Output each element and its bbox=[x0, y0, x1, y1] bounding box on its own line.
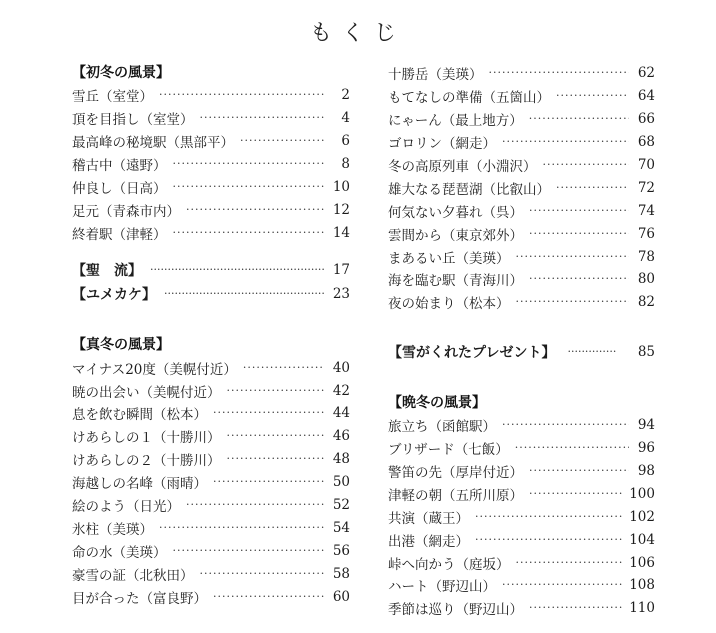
leader-dots bbox=[543, 158, 630, 172]
toc-entry[interactable] bbox=[388, 460, 655, 483]
toc-entry[interactable] bbox=[72, 84, 350, 107]
entry-page: 10 bbox=[332, 179, 350, 195]
entry-title: 峠へ向かう（庭坂） bbox=[388, 556, 510, 573]
leader-dots bbox=[227, 429, 325, 443]
entry-title: もてなしの準備（五箇山） bbox=[388, 90, 550, 107]
toc-entry[interactable] bbox=[388, 414, 655, 437]
entry-page: 74 bbox=[637, 202, 655, 219]
entry-title: 命の水（美瑛） bbox=[72, 544, 167, 561]
leader-dots bbox=[186, 203, 324, 217]
toc-entry[interactable] bbox=[388, 505, 655, 528]
entry-page: 12 bbox=[332, 201, 350, 218]
leader-dots bbox=[200, 567, 325, 581]
entry-title: 稽古中（遠野） bbox=[72, 158, 167, 175]
entry-title: 旅立ち（函館駅） bbox=[388, 419, 496, 436]
entry-page: 23 bbox=[332, 286, 350, 303]
leader-dots bbox=[475, 510, 623, 524]
leader-dots bbox=[529, 601, 623, 615]
toc-entry[interactable] bbox=[72, 425, 350, 448]
entry-title: にゃーん（最上地方） bbox=[388, 113, 523, 130]
entry-page: 48 bbox=[332, 451, 350, 468]
entry-title: 雪丘（室堂） bbox=[72, 89, 153, 106]
leader-dots bbox=[515, 441, 629, 455]
leader-dots bbox=[213, 406, 324, 420]
entry-title: 氷柱（美瑛） bbox=[72, 521, 153, 538]
entry-page: 68 bbox=[637, 134, 655, 151]
entry-page: 94 bbox=[637, 417, 655, 434]
leader-dots bbox=[200, 111, 325, 125]
leader-dots bbox=[164, 287, 325, 301]
leader-dots bbox=[502, 418, 629, 432]
toc-entry[interactable] bbox=[388, 131, 655, 154]
toc-entry[interactable] bbox=[72, 198, 350, 221]
toc-entry-seiryu[interactable] bbox=[72, 258, 350, 282]
toc-right-column bbox=[388, 62, 655, 620]
toc-entry[interactable] bbox=[72, 130, 350, 153]
toc-entry[interactable] bbox=[388, 199, 655, 222]
entry-page: 96 bbox=[637, 440, 655, 457]
leader-dots bbox=[489, 66, 630, 80]
entry-title: まあるい丘（美瑛） bbox=[388, 250, 510, 267]
entry-page: 66 bbox=[637, 111, 655, 128]
leader-dots bbox=[502, 135, 629, 149]
leader-dots bbox=[159, 521, 324, 535]
leader-dots bbox=[240, 134, 324, 148]
toc-entry[interactable] bbox=[388, 154, 655, 177]
entry-page: 44 bbox=[332, 405, 350, 422]
entry-page: 80 bbox=[637, 271, 655, 288]
entry-title: けあらしの１（十勝川） bbox=[72, 430, 221, 447]
toc-entry[interactable] bbox=[388, 528, 655, 551]
leader-dots bbox=[475, 533, 623, 547]
entry-page: 64 bbox=[637, 88, 655, 105]
entry-title: 【聖 流】 bbox=[72, 263, 142, 280]
leader-dots bbox=[243, 361, 324, 375]
entry-page: 76 bbox=[637, 225, 655, 242]
toc-entry[interactable] bbox=[388, 597, 655, 620]
leader-dots bbox=[159, 88, 324, 102]
toc-entry[interactable] bbox=[72, 494, 350, 517]
entry-title: ゴロリン（網走） bbox=[388, 136, 496, 153]
toc-entry[interactable] bbox=[72, 516, 350, 539]
leader-dots bbox=[173, 226, 325, 240]
leader-dots bbox=[529, 464, 629, 478]
entry-title: マイナス20度（美幌付近） bbox=[72, 361, 237, 378]
toc-entry[interactable] bbox=[72, 562, 350, 585]
entry-title: 息を飲む瞬間（松本） bbox=[72, 407, 207, 424]
leader-dots bbox=[173, 180, 325, 194]
toc-entry[interactable] bbox=[388, 245, 655, 268]
entry-page: 70 bbox=[637, 157, 655, 173]
toc-entry[interactable] bbox=[388, 176, 655, 199]
entry-page: 50 bbox=[332, 474, 350, 491]
entry-title: 夜の始まり（松本） bbox=[388, 296, 510, 313]
leader-dots bbox=[173, 544, 325, 558]
entry-title: 【ユメカケ】 bbox=[72, 287, 156, 304]
toc-entry[interactable] bbox=[388, 291, 655, 314]
entry-page: 60 bbox=[332, 588, 350, 605]
leader-dots bbox=[516, 295, 630, 309]
toc-entry[interactable] bbox=[72, 402, 350, 425]
leader-dots bbox=[567, 345, 617, 359]
entry-page: 62 bbox=[637, 65, 655, 82]
leader-dots bbox=[502, 578, 623, 592]
toc-entry[interactable] bbox=[72, 153, 350, 176]
entry-page: 14 bbox=[332, 224, 350, 241]
entry-title: 目が合った（富良野） bbox=[72, 590, 207, 607]
leader-dots bbox=[173, 157, 325, 171]
entry-title: 終着駅（津軽） bbox=[72, 226, 167, 243]
entry-title: 警笛の先（厚岸付近） bbox=[388, 465, 523, 482]
entry-title: ハート（野辺山） bbox=[388, 579, 496, 596]
toc-entry[interactable] bbox=[388, 108, 655, 131]
entry-title: 【雪がくれたプレゼント】 bbox=[388, 344, 556, 361]
entry-title: けあらしの２（十勝川） bbox=[72, 453, 221, 470]
leader-dots bbox=[186, 498, 324, 512]
entry-page: 100 bbox=[629, 485, 655, 502]
entry-page: 4 bbox=[341, 110, 350, 127]
entry-title: 豪雪の証（北秋田） bbox=[72, 567, 194, 584]
entry-page: 58 bbox=[332, 565, 350, 582]
entry-title: 暁の出会い（美幌付近） bbox=[72, 384, 221, 401]
toc-entry[interactable] bbox=[72, 585, 350, 608]
section-heading-early-winter: 【初冬の風景】 bbox=[72, 65, 170, 81]
entry-page: 72 bbox=[637, 179, 655, 196]
toc-entry[interactable] bbox=[388, 574, 655, 597]
entry-page: 46 bbox=[332, 428, 350, 445]
leader-dots bbox=[529, 487, 623, 501]
leader-dots bbox=[529, 227, 629, 241]
toc-entry[interactable] bbox=[72, 356, 350, 379]
entry-page: 108 bbox=[629, 577, 655, 594]
page-title: もくじ bbox=[309, 21, 406, 46]
entry-title: 出港（網走） bbox=[388, 533, 469, 550]
entry-page: 102 bbox=[629, 508, 655, 525]
toc-entry[interactable] bbox=[72, 471, 350, 494]
entry-page: 8 bbox=[341, 156, 350, 173]
entry-page: 40 bbox=[332, 359, 350, 376]
toc-entry[interactable] bbox=[72, 379, 350, 402]
toc-entry[interactable] bbox=[388, 222, 655, 245]
entry-title: 冬の高原列車（小淵沢） bbox=[388, 159, 537, 175]
toc-entry[interactable] bbox=[388, 551, 655, 574]
leader-dots bbox=[150, 263, 325, 277]
entry-title: ブリザード（七飯） bbox=[388, 442, 509, 459]
entry-title: 頂を目指し（室堂） bbox=[72, 112, 194, 129]
toc-entry[interactable] bbox=[388, 62, 655, 85]
entry-page: 6 bbox=[341, 133, 350, 150]
toc-left-column bbox=[72, 62, 350, 608]
toc-entry[interactable] bbox=[388, 268, 655, 291]
entry-title: 共演（蔵王） bbox=[388, 510, 469, 527]
entry-page: 106 bbox=[629, 554, 655, 571]
entry-title: 最高峰の秘境駅（黒部平） bbox=[72, 135, 234, 152]
toc-entry-yumekake[interactable] bbox=[72, 282, 350, 306]
toc-entry[interactable] bbox=[72, 107, 350, 130]
entry-title: 何気ない夕暮れ（呉） bbox=[388, 204, 523, 221]
leader-dots bbox=[213, 475, 324, 489]
toc-entry[interactable] bbox=[388, 85, 655, 108]
entry-page: 104 bbox=[629, 531, 655, 548]
leader-dots bbox=[227, 384, 325, 398]
toc-entry-present[interactable] bbox=[388, 340, 655, 364]
entry-page: 85 bbox=[637, 343, 655, 360]
entry-page: 52 bbox=[332, 497, 350, 514]
entry-page: 17 bbox=[332, 262, 350, 279]
leader-dots bbox=[213, 590, 324, 604]
entry-page: 110 bbox=[629, 600, 655, 617]
toc-entry[interactable] bbox=[72, 448, 350, 471]
entry-title: 津軽の朝（五所川原） bbox=[388, 487, 523, 504]
leader-dots bbox=[556, 89, 629, 103]
entry-title: 海越しの名峰（雨晴） bbox=[72, 476, 207, 493]
leader-dots bbox=[529, 272, 629, 286]
section-heading-late-winter: 【晩冬の風景】 bbox=[388, 394, 486, 411]
leader-dots bbox=[516, 250, 630, 264]
entry-title: 十勝岳（美瑛） bbox=[388, 67, 483, 84]
entry-title: 仲良し（日高） bbox=[72, 181, 167, 197]
entry-page: 78 bbox=[637, 248, 655, 265]
entry-page: 2 bbox=[341, 87, 350, 104]
leader-dots bbox=[516, 556, 624, 570]
entry-page: 42 bbox=[332, 382, 350, 399]
toc-entry[interactable] bbox=[72, 221, 350, 244]
toc-entry[interactable] bbox=[388, 482, 655, 505]
entry-page: 56 bbox=[332, 542, 350, 559]
leader-dots bbox=[529, 112, 629, 126]
entry-title: 足元（青森市内） bbox=[72, 203, 180, 220]
leader-dots bbox=[556, 181, 629, 195]
section-heading-midwinter: 【真冬の風景】 bbox=[72, 337, 170, 354]
toc-entry[interactable] bbox=[72, 176, 350, 199]
entry-title: 季節は巡り（野辺山） bbox=[388, 602, 523, 619]
entry-title: 雄大なる琵琶湖（比叡山） bbox=[388, 181, 550, 198]
toc-entry[interactable] bbox=[388, 437, 655, 460]
entry-title: 絵のよう（日光） bbox=[72, 499, 180, 516]
leader-dots bbox=[529, 204, 629, 218]
entry-page: 82 bbox=[637, 294, 655, 311]
entry-page: 54 bbox=[332, 519, 350, 536]
toc-entry[interactable] bbox=[72, 539, 350, 562]
entry-page: 98 bbox=[637, 463, 655, 480]
entry-title: 雲間から（東京郊外） bbox=[388, 227, 523, 244]
entry-title: 海を臨む駅（青海川） bbox=[388, 273, 523, 290]
leader-dots bbox=[227, 452, 325, 466]
